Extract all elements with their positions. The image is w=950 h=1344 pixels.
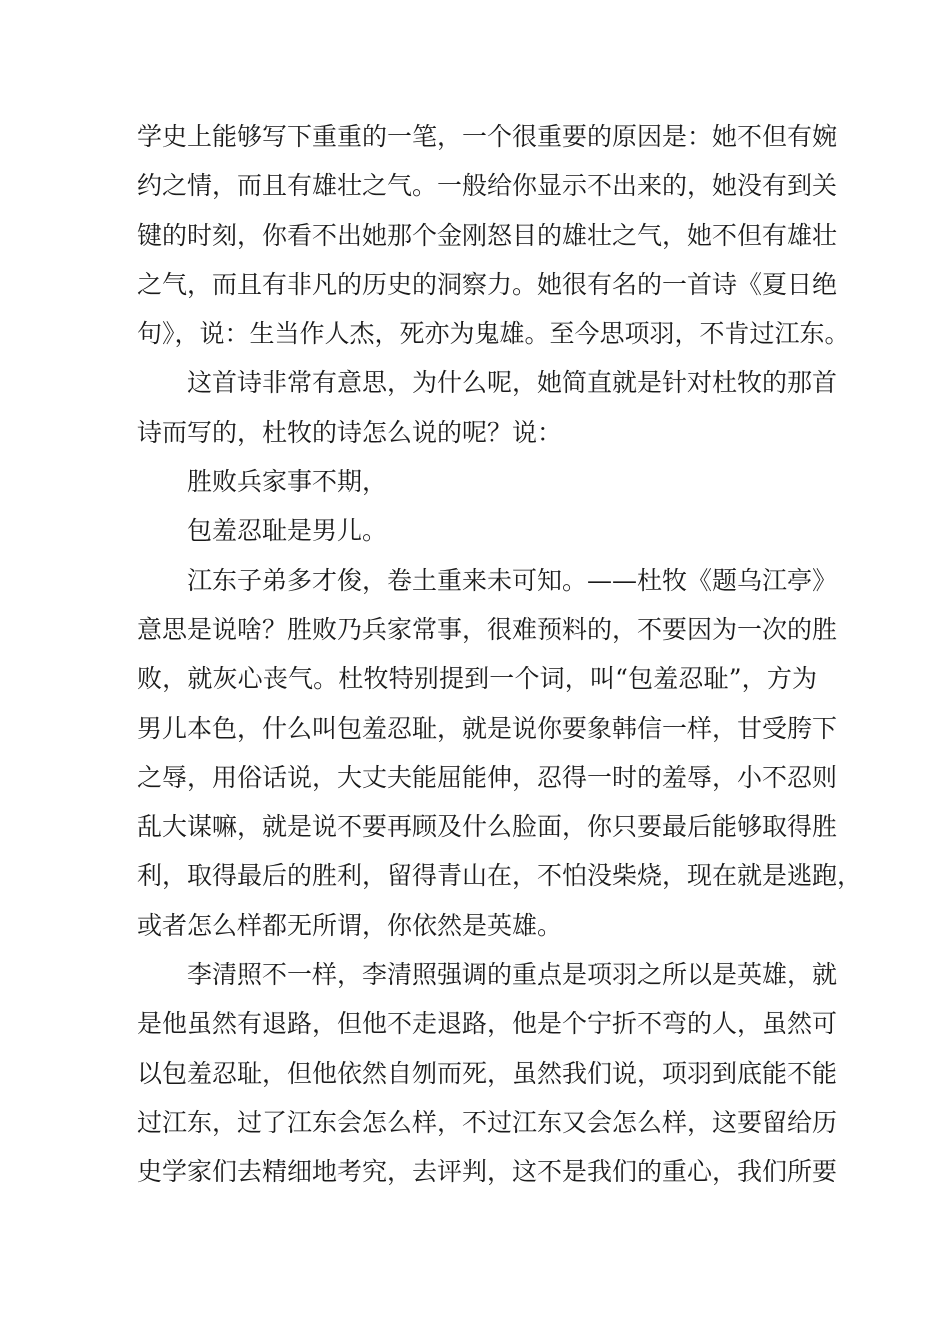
text-line: 句》，说：生当作人杰，死亦为鬼雄。至今思项羽，不肯过江东。 [137, 319, 850, 349]
text-line: 男儿本色，什么叫包羞忍耻，就是说你要象韩信一样，甘受胯下 [137, 713, 838, 743]
text-line: 史学家们去精细地考究，去评判，这不是我们的重心，我们所要 [137, 1157, 838, 1187]
text-line: 之气，而且有非凡的历史的洞察力。她很有名的一首诗《夏日绝 [137, 269, 838, 299]
text-line: 包羞忍耻是男儿。 [187, 516, 388, 546]
text-line: 过江东，过了江东会怎么样，不过江东又会怎么样，这要留给历 [137, 1107, 838, 1137]
text-line: 之辱，用俗话说，大丈夫能屈能伸，忍得一时的羞辱，小不忍则 [137, 762, 838, 792]
text-line: 败，就灰心丧气。杜牧特别提到一个词，叫“包羞忍耻”，方为 [137, 664, 817, 694]
text-line: 李清照不一样，李清照强调的重点是项羽之所以是英雄，就 [187, 960, 838, 990]
text-line: 意思是说啥？胜败乃兵家常事，很难预料的，不要因为一次的胜 [137, 614, 838, 644]
text-line: 胜败兵家事不期， [187, 467, 388, 497]
text-line: 利，取得最后的胜利，留得青山在，不怕没柴烧，现在就是逃跑， [137, 861, 863, 891]
text-line: 乱大谋嘛，就是说不要再顾及什么脸面，你只要最后能够取得胜 [137, 812, 838, 842]
text-line: 诗而写的，杜牧的诗怎么说的呢？说： [137, 417, 563, 447]
text-line: 这首诗非常有意思，为什么呢，她简直就是针对杜牧的那首 [187, 368, 838, 398]
text-line: 或者怎么样都无所谓，你依然是英雄。 [137, 910, 563, 940]
text-line: 江东子弟多才俊，卷土重来未可知。——杜牧《题乌江亭》 [187, 565, 838, 595]
text-line: 键的时刻，你看不出她那个金刚怒目的雄壮之气，她不但有雄壮 [137, 220, 838, 250]
body-text [137, 112, 863, 1197]
text-line: 约之情，而且有雄壮之气。一般给你显示不出来的，她没有到关 [137, 171, 838, 201]
text-line: 是他虽然有退路，但他不走退路，他是个宁折不弯的人，虽然可 [137, 1009, 838, 1039]
text-line: 学史上能够写下重重的一笔，一个很重要的原因是：她不但有婉 [137, 122, 838, 151]
text-line: 以包羞忍耻，但他依然自刎而死，虽然我们说，项羽到底能不能 [137, 1058, 838, 1088]
